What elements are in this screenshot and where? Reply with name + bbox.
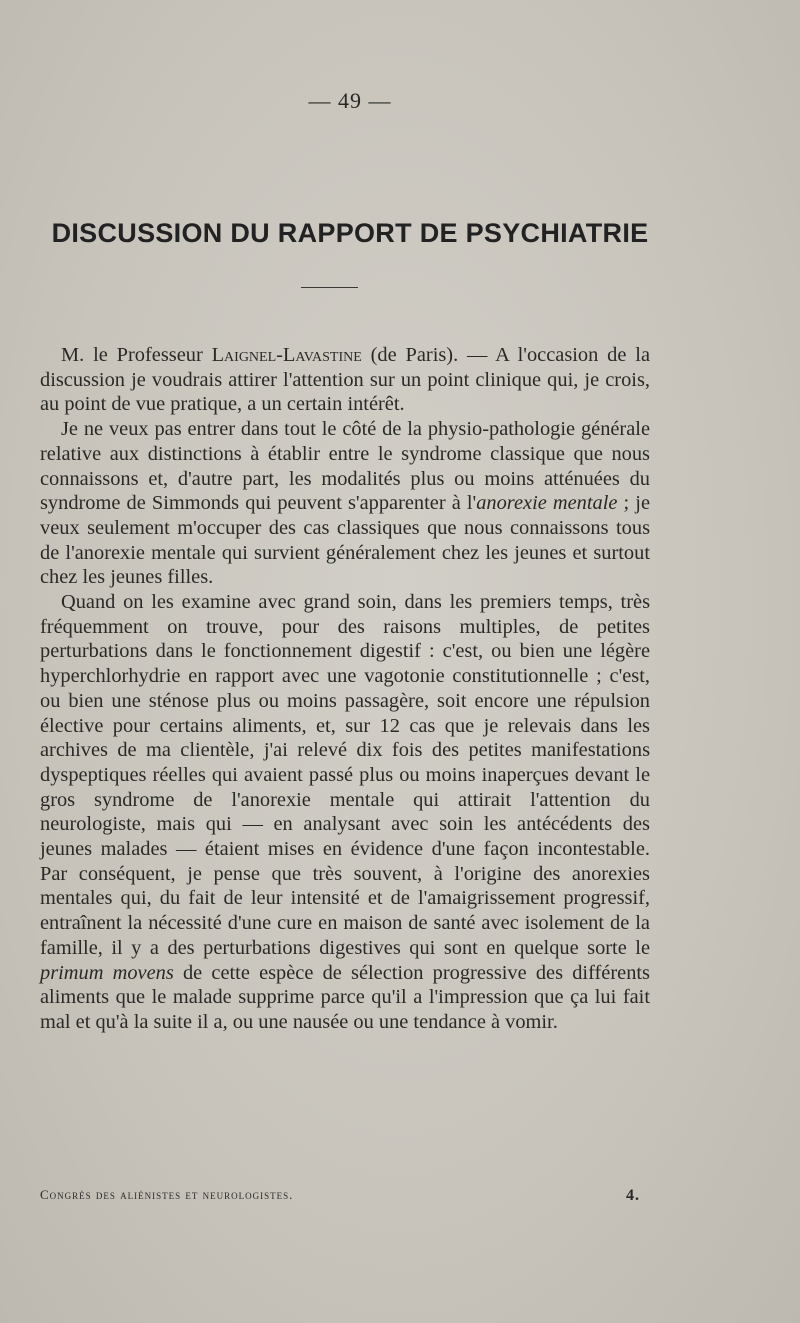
title-divider — [301, 287, 358, 288]
paragraph-1 — [40, 343, 650, 417]
paragraph-3-after: de cette espèce de sélection progressive des différents aliments que le malade supprime parce qu'il a l'impression que ça lui fait mal et qu'à la suite il a, ou une nausée ou une tendance à vomir. — [40, 961, 650, 1033]
paragraph-3-before: Quand on les examine avec grand soin, dans les premiers temps, très fréquemment on trouve, pour des raisons multiples, de petites perturbations dans le fonctionnement digestif : c'est, ou bien une légère hyperchlorhydrie en rapport avec une vagotonie constitutionnelle ; c'est, ou bien une sténose plus ou moins passagère, soit encore une répulsion élective pour certains aliments, et, sur 12 cas que je relevais dans les archives de ma clientèle, j'ai relevé dix fois des petites manifestations dyspeptiques réelles qui avaient passé plus ou moins inaperçues devant le gros syndrome de l'anorexie mentale qui attirait l'attention du neurologiste, mais qui — en analysant avec soin les antécédents des jeunes malades — étaient mises en évidence d'une façon incontestable. Par conséquent, je pense que très souvent, à l'origine des anorexies mentales qui, du fait de leur intensité et de l'amaigrissement progressif, entraînent la nécessité d'une cure en maison de santé avec isolement de la famille, il y a des perturbations digestives qui sont en quelque sorte le — [40, 591, 650, 959]
page-number: — 49 — — [308, 88, 392, 113]
paragraph-2-italic: anorexie mentale — [476, 492, 618, 515]
paragraph-3-italic: primum movens — [40, 961, 174, 984]
paragraph-2-before: Je ne veux pas entrer dans tout le côté de la physio-pathologie générale relative aux distinctions à établir entre le syndrome classique que nous connaissons et, d'autre part, les modalités plus ou moins atténuées du syndrome de Simmonds qui peuvent s'apparenter à l' — [40, 418, 650, 515]
body-text — [40, 343, 650, 1035]
author-name: Laignel-Lavastine — [211, 344, 362, 366]
footer-signature-mark: 4. — [626, 1187, 640, 1204]
paragraph-1-text: (de Paris). — A l'occasion de la discussion je voudrais attirer l'attention sur un point clinique qui, je crois, au point de vue pratique, a un certain intérêt. — [40, 344, 650, 416]
footer-publication: Congrès des aliénistes et neurologistes. — [40, 1187, 294, 1202]
paragraph-2-after: ; je veux seulement m'occuper des cas classiques que nous connaissons tous de l'anorexie mentale qui survient généralement chez les jeunes et surtout chez les jeunes filles. — [40, 492, 651, 589]
paragraph-3 — [40, 590, 650, 1035]
section-title: DISCUSSION DU RAPPORT DE PSYCHIATRIE — [51, 218, 649, 248]
paragraph-2 — [40, 417, 650, 590]
paragraph-1-prefix: M. le Professeur — [61, 344, 212, 366]
